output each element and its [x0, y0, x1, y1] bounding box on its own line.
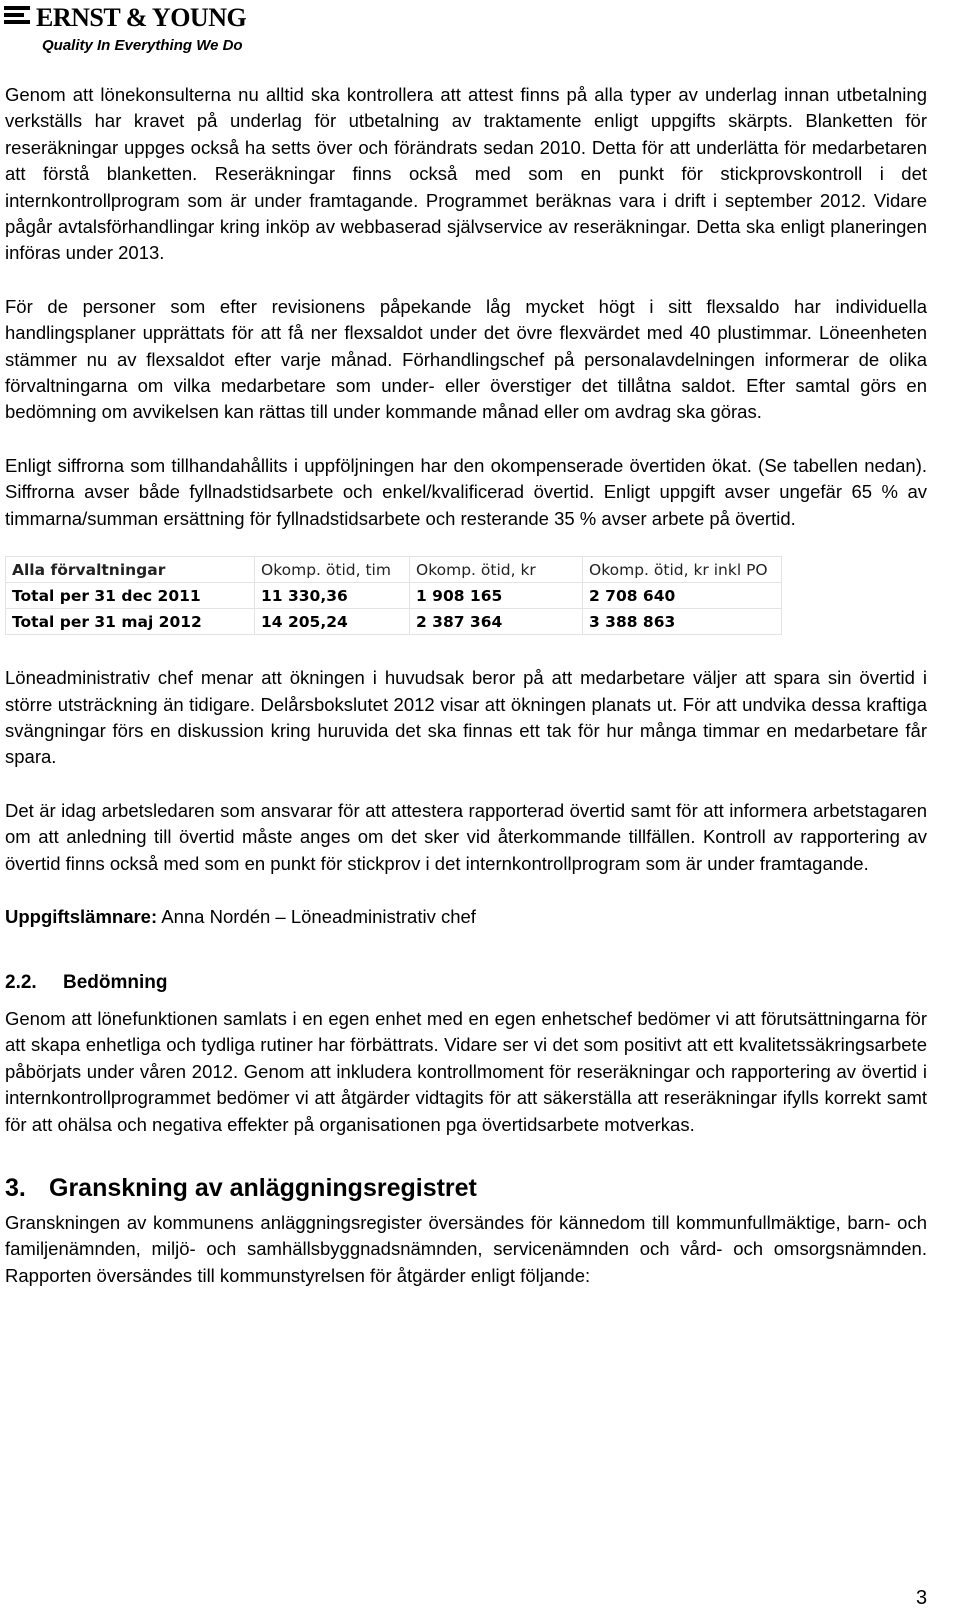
information-provider — [5, 904, 927, 930]
table-cell: 3 388 863 — [583, 609, 782, 635]
table-header-row — [6, 557, 782, 583]
section-heading-3 — [5, 1172, 927, 1204]
section-number: 2.2. — [5, 971, 37, 993]
table-header-cell: Alla förvaltningar — [6, 557, 255, 583]
page-number: 3 — [916, 1587, 928, 1609]
table-cell: 11 330,36 — [255, 583, 410, 609]
provider-label: Uppgiftslämnare: — [5, 905, 158, 927]
table-row — [6, 583, 782, 609]
paragraph-increase-reason: Löneadministrativ chef menar att ökningen i huvudsak beror på att medarbetare väljer att spara sin övertid i större utsträckning än tidigare. Delårsbokslutet 2012 visar att ökningen planats ut. För att undvika dessa kraftiga svängningar förs en diskussion kring huruvida det ska finnas ett tak för hur många timmar en medarbetare får spara. — [5, 667, 927, 768]
table-cell: 2 708 640 — [583, 583, 782, 609]
logo-bars-icon — [4, 6, 30, 28]
section-title: Granskning av anläggningsregistret — [49, 1173, 477, 1202]
paragraph-overtime-figures: Enligt siffrorna som tillhandahållits i uppföljningen har den okompenserade övertiden ökat. (Se tabellen nedan). Siffrorna avser både fyllnadstidsarbete och enkel/kvalificerad övertid. Enligt uppgift avser ungefär 65 % av timmarna/summan ersättning för fyllnadstidsarbete och resterande 35 % avser arbete på övertid. — [5, 454, 927, 529]
table-cell: Total per 31 maj 2012 — [6, 609, 255, 635]
table-cell: Total per 31 dec 2011 — [6, 583, 255, 609]
document-body — [5, 82, 927, 1316]
table-header-cell: Okomp. ötid, kr — [410, 557, 583, 583]
section-number: 3. — [5, 1173, 26, 1202]
section-title: Bedömning — [63, 971, 168, 993]
table-cell: 14 205,24 — [255, 609, 410, 635]
logo-name: ERNST & YOUNG — [36, 3, 247, 32]
paragraph-flex-balance: För de personer som efter revisionens påpekande låg mycket högt i sitt flexsaldo har individuella handlingsplaner upprättats för att få ner flexsaldot under det övre flexvärdet med 40 plustimmar. Löneenheten stämmer nu av flexsaldot efter varje månad. Förhandlingschef på personalavdelningen informerar de olika förvaltningarna om vilka medarbetare som under- eller överstiger det tillåtna saldot. Efter samtal görs en bedömning om avvikelsen kan rättas till under kommande månad eller om avdrag ska göras. — [5, 295, 927, 423]
section-heading-2-2 — [5, 970, 927, 996]
provider-value: Anna Nordén – Löneadministrativ chef — [157, 905, 476, 927]
paragraph-assessment: Genom att lönefunktionen samlats i en egen enhet med en egen enhetschef bedömer vi att förutsättningarna för att skapa enhetliga och tydliga rutiner har förbättrats. Vidare ser vi det som positivt att ett kvalitetssäkringsarbete påbörjats under våren 2012. Genom att inkludera kontrollmoment för reseräkningar och rapportering av övertid i internkontrollprogrammet bedömer vi att åtgärder vidtagits för att säkerställa att reseräkningar ifylls korrekt samt för att ohälsa och negativa effekter på organisationen pga övertidsarbete motverkas. — [5, 1007, 927, 1135]
table-header-cell: Okomp. ötid, tim — [255, 557, 410, 583]
table-cell: 2 387 364 — [410, 609, 583, 635]
paragraph-supervisor-responsibility: Det är idag arbetsledaren som ansvarar för att attestera rapporterad övertid samt för att informera arbetstagaren om att anledning till övertid måste anges om det sker vid återkommande tillfällen. Kontroll av rapportering av övertid finns också med som en punkt för stickprov i det internkontrollprogram som är under framtagande. — [5, 799, 927, 874]
logo-tagline: Quality In Everything We Do — [42, 37, 243, 54]
table-header-cell: Okomp. ötid, kr inkl PO — [583, 557, 782, 583]
paragraph-asset-register: Granskningen av kommunens anläggningsregister översändes för kännedom till kommunfullmäktige, barn- och familjenämnden, miljö- och samhällsbyggnadsnämnden, servicenämnden och vård- och omsorgsnämnden. Rapporten översändes till kommunstyrelsen för åtgärder enligt följande: — [5, 1211, 927, 1286]
ernst-young-logo — [4, 2, 274, 62]
overtime-table — [5, 556, 782, 635]
paragraph-receipts: Genom att lönekonsulterna nu alltid ska kontrollera att attest finns på alla typer av underlag innan utbetalning verkställs har kravet på underlag för utbetalning av traktamente enligt uppgifts skärpts. Blanketten för reseräkningar uppges också ha setts över och förändrats sedan 2010. Detta för att underlätta för medarbetaren att förstå blanketten. Reseräkningar finns också med som en punkt för stickprovskontroll i det internkontrollprogram som är under framtagande. Programmet beräknas vara i drift i september 2012. Vidare pågår avtalsförhandlingar kring inköp av webbaserad självservice av reseräkningar. Detta ska enligt planeringen införas under 2013. — [5, 84, 927, 264]
table-cell: 1 908 165 — [410, 583, 583, 609]
table-row — [6, 609, 782, 635]
